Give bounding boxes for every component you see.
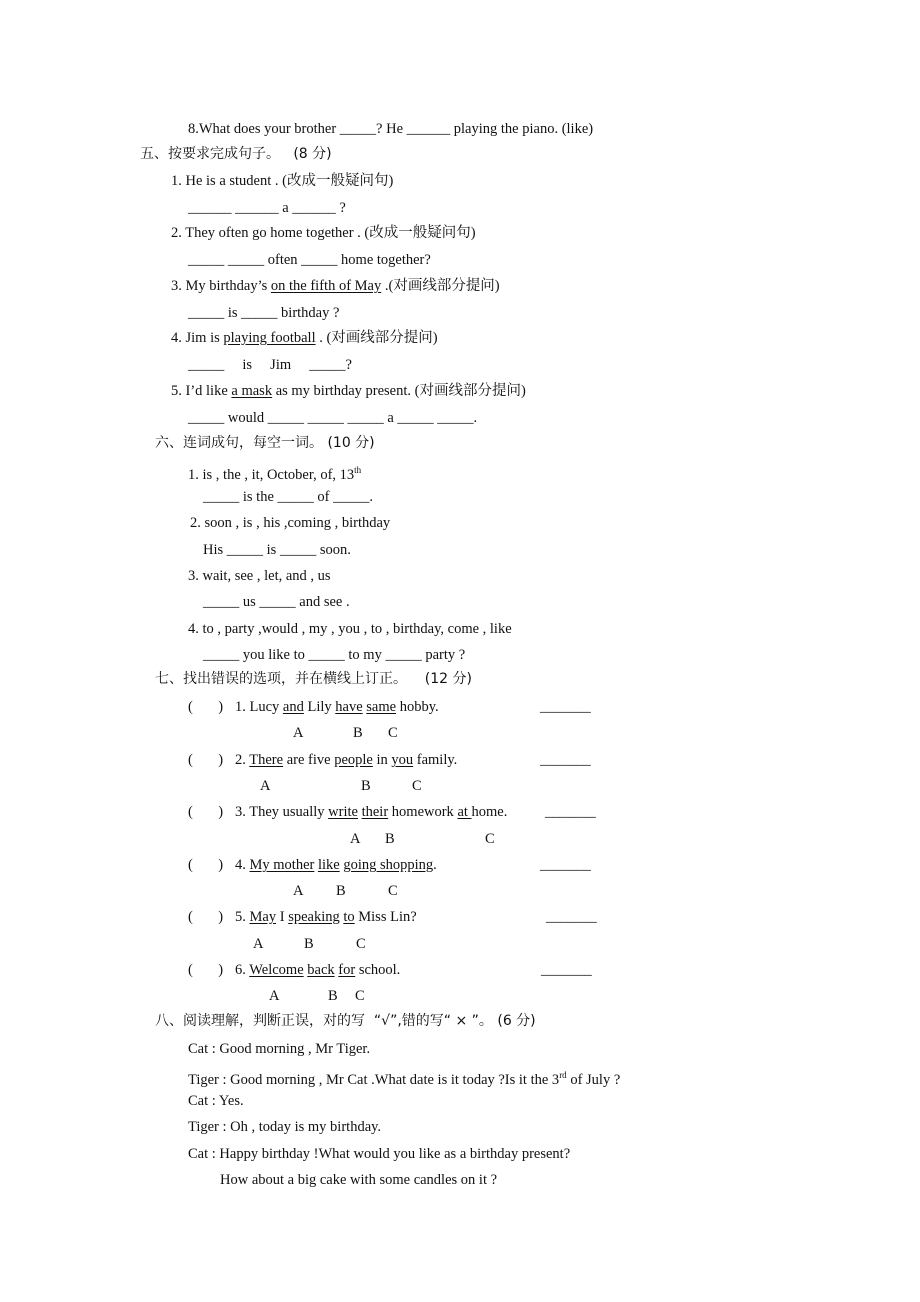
correction-blank[interactable]: _______: [540, 699, 591, 715]
dialogue-line: Cat : Yes.: [188, 1093, 244, 1109]
s5-q1: 1. He is a student . (改成一般疑问句): [171, 173, 394, 189]
section-8-title: 八、阅读理解，判断正误，对的写 “√”,错的写“ × ”。 (6 分): [155, 1013, 536, 1029]
correction-blank[interactable]: _______: [545, 804, 596, 820]
option-label-b: B: [353, 725, 363, 741]
option-label-c: C: [485, 831, 495, 847]
correction-blank[interactable]: _______: [540, 857, 591, 873]
dialogue-line: How about a big cake with some candles on it ?: [220, 1172, 498, 1188]
section-6-title: 六、连词成句，每空一词。 (10 分): [155, 435, 375, 451]
s5-q3: 3. My birthday’s on the fifth of May .(对画线部分提问): [171, 278, 500, 294]
s6-q4-answer[interactable]: _____ you like to _____ to my _____ party ?: [203, 647, 466, 663]
section-7-title: 七、找出错误的选项，并在横线上订正。 (12 分): [155, 671, 472, 687]
dialogue-line: Tiger : Good morning , Mr Cat .What date is it today ?Is it the 3rd of July ?: [188, 1070, 621, 1088]
s5-q4: 4. Jim is playing football . (对画线部分提问): [171, 330, 438, 346]
s7-item-2: 2. There are five people in you family.: [235, 752, 458, 768]
s5-q1-answer[interactable]: ______ ______ a ______ ?: [188, 200, 346, 216]
answer-paren[interactable]: ( ): [188, 962, 224, 978]
section-5-title: 五、按要求完成句子。 (8 分): [140, 146, 332, 162]
option-label-b: B: [328, 988, 338, 1004]
option-label-a: A: [350, 831, 361, 847]
correction-blank[interactable]: _______: [540, 752, 591, 768]
answer-paren[interactable]: ( ): [188, 752, 224, 768]
correction-blank[interactable]: _______: [546, 909, 597, 925]
s5-q4-answer[interactable]: _____ is Jim _____?: [188, 357, 352, 373]
dialogue-line: Tiger : Oh , today is my birthday.: [188, 1119, 382, 1135]
option-label-b: B: [336, 883, 346, 899]
dialogue-line: Cat : Happy birthday !What would you like as a birthday present?: [188, 1146, 571, 1162]
s6-q3-answer[interactable]: _____ us _____ and see .: [203, 594, 350, 610]
question-8: 8.What does your brother _____? He ______ playing the piano. (like): [188, 121, 594, 137]
option-label-c: C: [355, 988, 365, 1004]
option-label-a: A: [253, 936, 264, 952]
s7-item-5: 5. May I speaking to Miss Lin?: [235, 909, 417, 925]
s6-q2-answer[interactable]: His _____ is _____ soon.: [203, 542, 351, 558]
option-label-a: A: [260, 778, 271, 794]
s6-q1: 1. is , the , it, October, of, 13th: [188, 465, 362, 483]
answer-paren[interactable]: ( ): [188, 699, 224, 715]
option-label-a: A: [293, 725, 304, 741]
s5-q2-answer[interactable]: _____ _____ often _____ home together?: [188, 252, 431, 268]
underlined-phrase: a mask: [231, 383, 273, 399]
option-label-c: C: [388, 725, 398, 741]
option-label-a: A: [293, 883, 304, 899]
s5-q5: 5. I’d like a mask as my birthday present. (对画线部分提问): [171, 383, 526, 399]
s5-q2: 2. They often go home together . (改成一般疑问句): [171, 225, 476, 241]
option-label-b: B: [385, 831, 395, 847]
s6-q1-answer[interactable]: _____ is the _____ of _____.: [203, 489, 373, 505]
s6-q4: 4. to , party ,would , my , you , to , birthday, come , like: [188, 621, 512, 637]
option-label-c: C: [412, 778, 422, 794]
s7-item-6: 6. Welcome back for school.: [235, 962, 401, 978]
answer-paren[interactable]: ( ): [188, 857, 224, 873]
option-label-b: B: [361, 778, 371, 794]
option-label-c: C: [356, 936, 366, 952]
s7-item-1: 1. Lucy and Lily have same hobby.: [235, 699, 439, 715]
s7-item-3: 3. They usually write their homework at home.: [235, 804, 508, 820]
option-label-b: B: [304, 936, 314, 952]
answer-paren[interactable]: ( ): [188, 804, 224, 820]
s6-q3: 3. wait, see , let, and , us: [188, 568, 331, 584]
correction-blank[interactable]: _______: [541, 962, 592, 978]
s5-q3-answer[interactable]: _____ is _____ birthday ?: [188, 305, 340, 321]
underlined-phrase: on the fifth of May: [270, 278, 382, 294]
answer-paren[interactable]: ( ): [188, 909, 224, 925]
s6-q2: 2. soon , is , his ,coming , birthday: [190, 515, 391, 531]
option-label-c: C: [388, 883, 398, 899]
underlined-phrase: playing football: [223, 330, 316, 346]
s5-q5-answer[interactable]: _____ would _____ _____ _____ a _____ _____.: [188, 410, 478, 426]
s7-item-4: 4. My mother like going shopping.: [235, 857, 437, 873]
dialogue-line: Cat : Good morning , Mr Tiger.: [188, 1041, 371, 1057]
option-label-a: A: [269, 988, 280, 1004]
